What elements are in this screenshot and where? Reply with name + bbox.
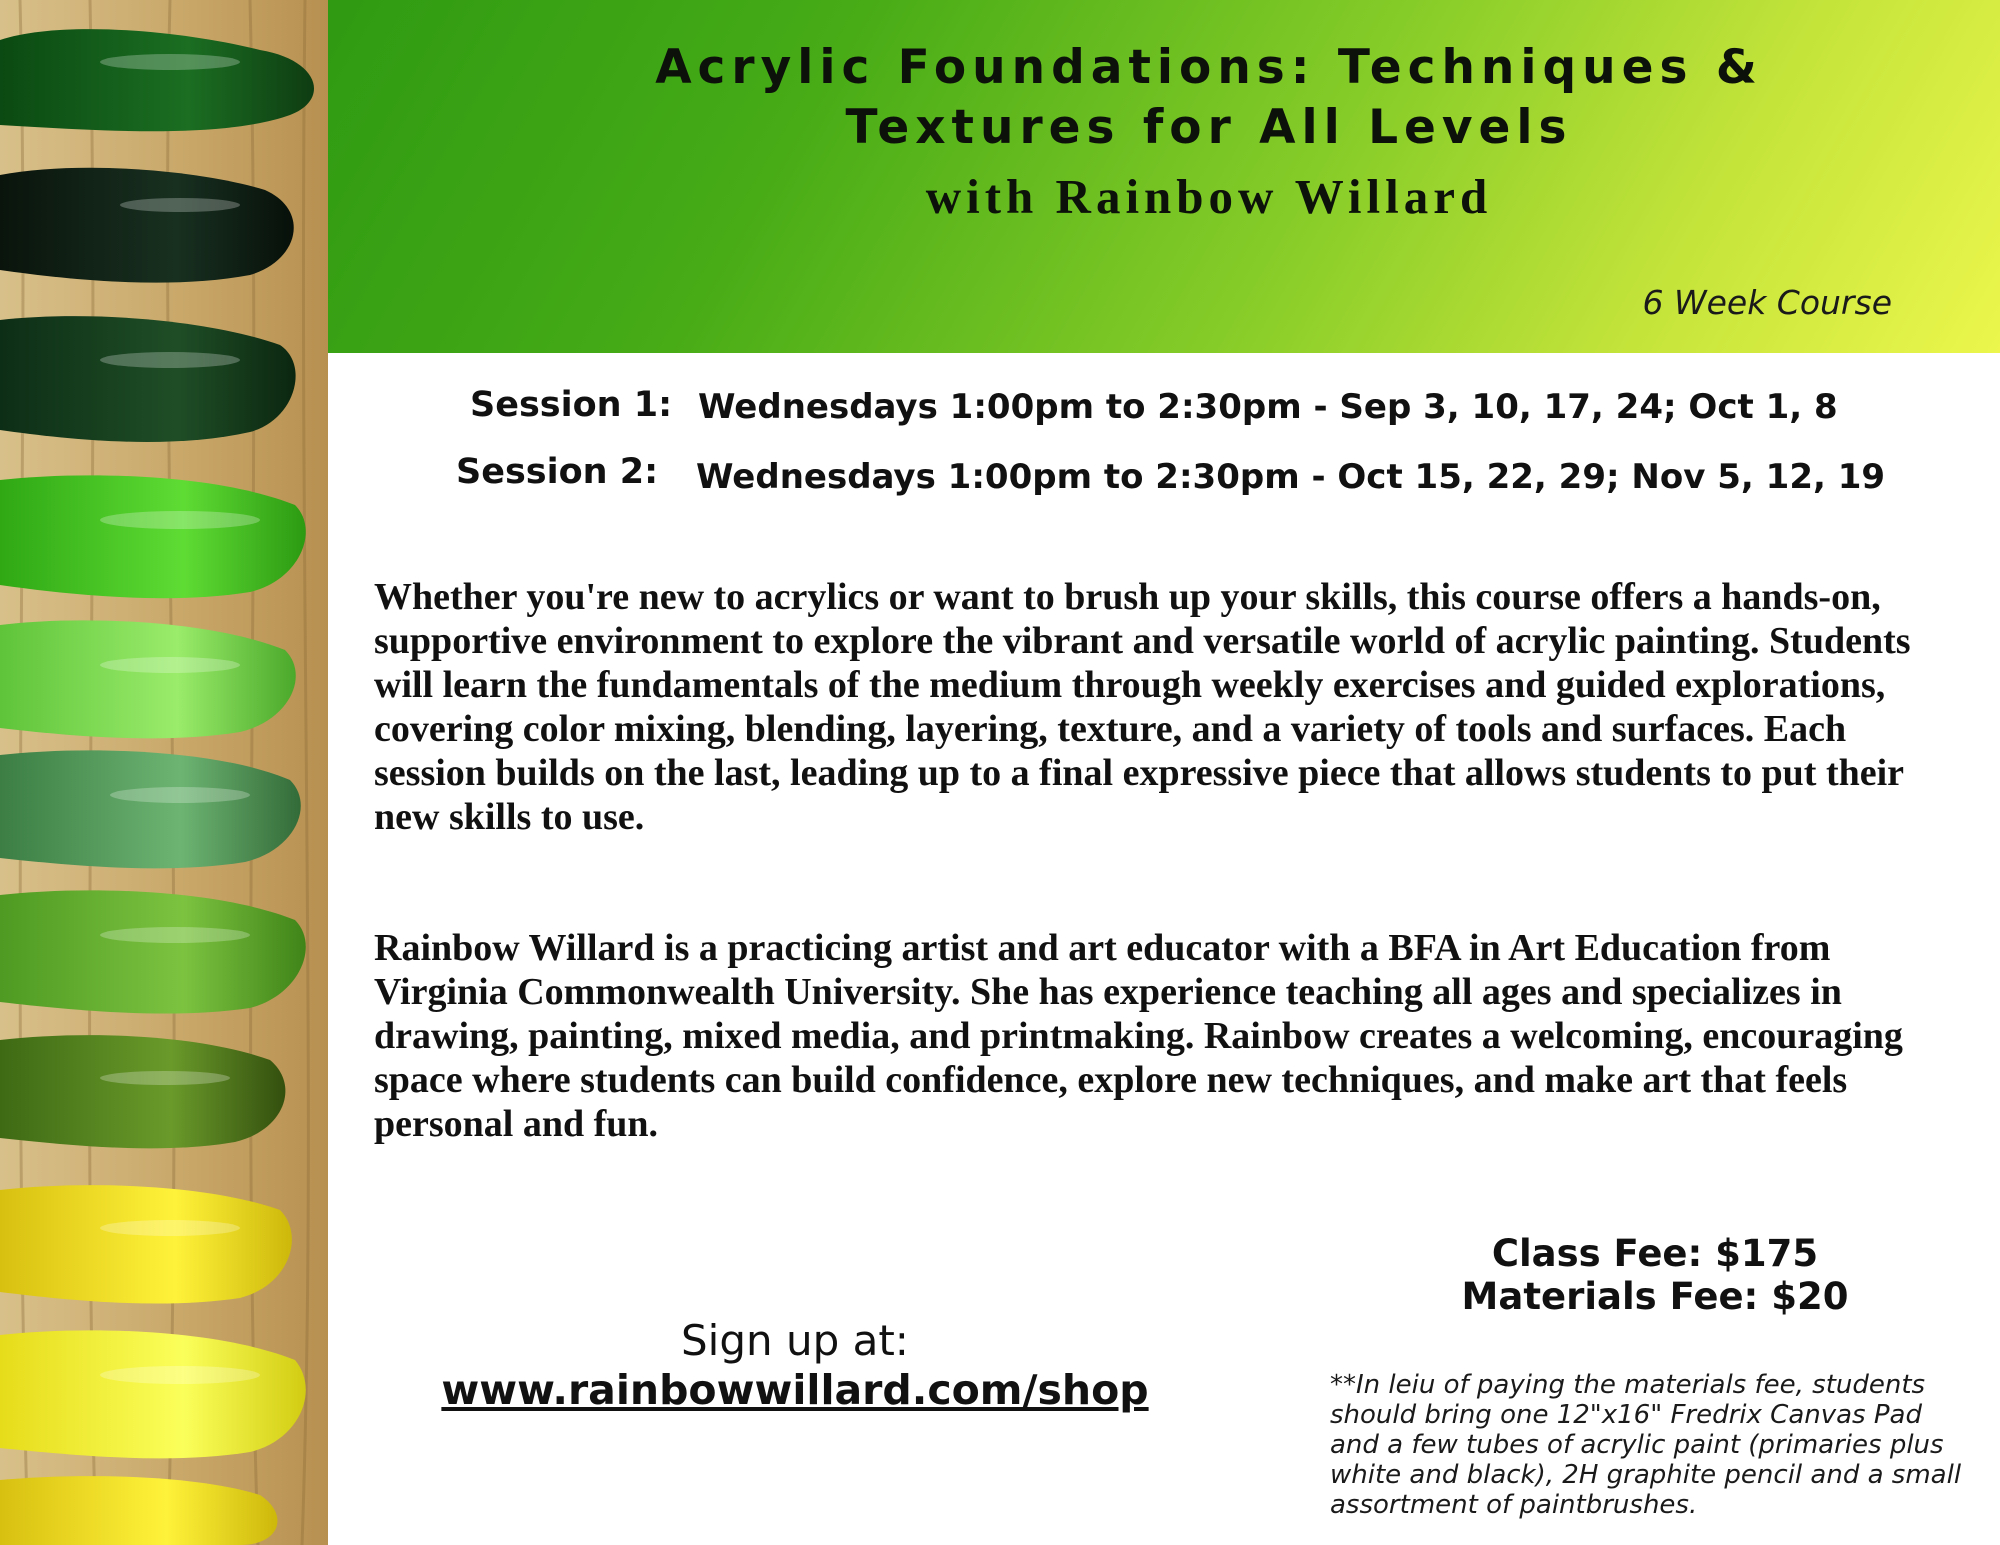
header-banner (328, 0, 2000, 353)
session-1-schedule: Wednesdays 1:00pm to 2:30pm - Sep 3, 10, 17, 24; Oct 1, 8 (698, 387, 1838, 427)
course-duration: 6 Week Course (1642, 283, 1892, 322)
paint-swatch-image (0, 0, 328, 1545)
materials-note: **In leiu of paying the materials fee, students should bring one 12"x16" Fredrix Canvas Pad and a few tubes of acrylic paint (primaries plus white and black), 2H graphite pencil and a small assortment of paintbrushes. (1330, 1370, 1962, 1520)
course-description: Whether you're new to acrylics or want to brush up your skills, this course offers a hands-on, supportive environment to explore the vibrant and versatile world of acrylic painting. Students will learn the fundamentals of the medium through weekly exercises and guided explorations, covering color mixing, blending, layering, texture, and a variety of tools and surfaces. Each session builds on the last, leading up to a final expressive piece that allows students to put their new skills to use. (374, 576, 1911, 838)
course-title-line-1: Acrylic Foundations: Techniques & (655, 40, 1763, 95)
paint-swatches-illustration (0, 0, 328, 1545)
course-title (328, 38, 2000, 158)
class-fee: Class Fee: $175 (1491, 1232, 1819, 1275)
fees-block (1420, 1232, 1890, 1318)
session-2-label: Session 2: (456, 452, 659, 492)
signup-label: Sign up at: (681, 1316, 909, 1365)
instructor-name: with Rainbow Willard (925, 169, 1493, 224)
signup-link[interactable]: www.rainbowwillard.com/shop (441, 1366, 1149, 1414)
course-title-line-2: Textures for All Levels (845, 100, 1573, 155)
session-1-label: Session 1: (470, 385, 673, 425)
materials-fee: Materials Fee: $20 (1461, 1275, 1849, 1318)
session-2-schedule: Wednesdays 1:00pm to 2:30pm - Oct 15, 22, 29; Nov 5, 12, 19 (696, 457, 1886, 497)
instructor-bio: Rainbow Willard is a practicing artist and art educator with a BFA in Art Education from Virginia Commonwealth University. She has experience teaching all ages and specializes in drawing, painting, mixed media, and printmaking. Rainbow creates a welcoming, encouraging space where students can build confidence, explore new techniques, and make art that feels personal and fun. (374, 927, 1903, 1145)
